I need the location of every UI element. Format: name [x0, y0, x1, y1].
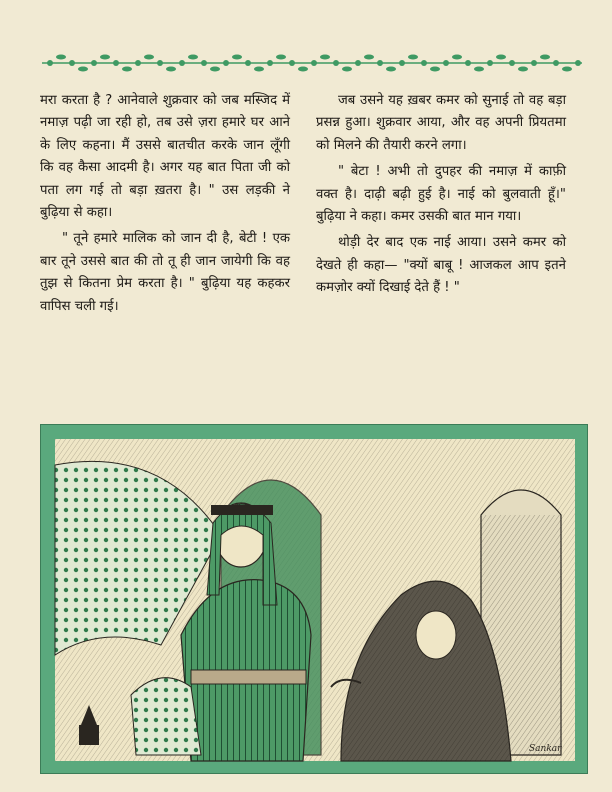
- paragraph: मरा करता है ? आनेवाले शुक्रवार को जब मस्जिद में नमाज़ पढ़ी जा रही हो, तब उसे ज़रा हमारे घर आने के लिए कहना। मैं उससे बातचीत करके जान लूँगी कि वह कैसा आदमी है। अगर यह बात पिता जी को पता लग गई तो बड़ा ख़तरा है। " उस लड़की ने बुढ़िया से कहा।: [40, 93, 290, 221]
- paragraph: जब उसने यह ख़बर कमर को सुनाई तो वह बड़ा प्रसन्न हुआ। शुक्रवार आया, और वह अपनी प्रियतमा को मिलने की तैयारी करने लगा।: [316, 93, 566, 153]
- text-column-left: [40, 90, 290, 322]
- artist-signature: Sankar: [529, 744, 562, 754]
- text-column-right: [316, 90, 566, 304]
- paragraph: थोड़ी देर बाद एक नाई आया। उसने कमर को देखते ही कहा— "क्यों बाबू ! आजकल आप इतने कमज़ोर क्यों दिखाई देते हैं ! ": [316, 235, 566, 296]
- illustration-drawing: [41, 425, 589, 775]
- paragraph: " तूने हमारे मालिक को जान दी है, बेटी ! एक बार तूने उससे बात की तो तू ही जान जायेगी कि वह तुझ से कितना प्रेम करता है। " बुढ़िया यह कहकर वापिस चली गई।: [40, 231, 290, 314]
- cloth-in-hand: [131, 678, 201, 755]
- story-illustration: [40, 424, 588, 774]
- paragraph: " बेटा ! अभी तो दुपहर की नमाज़ में काफ़ी वक्त है। दाढ़ी बढ़ी हुई है। नाई को बुलवाती हूँ।" बुढ़िया ने कहा। कमर उसकी बात मान गया।: [316, 164, 566, 225]
- decorative-vine-border: [42, 52, 582, 74]
